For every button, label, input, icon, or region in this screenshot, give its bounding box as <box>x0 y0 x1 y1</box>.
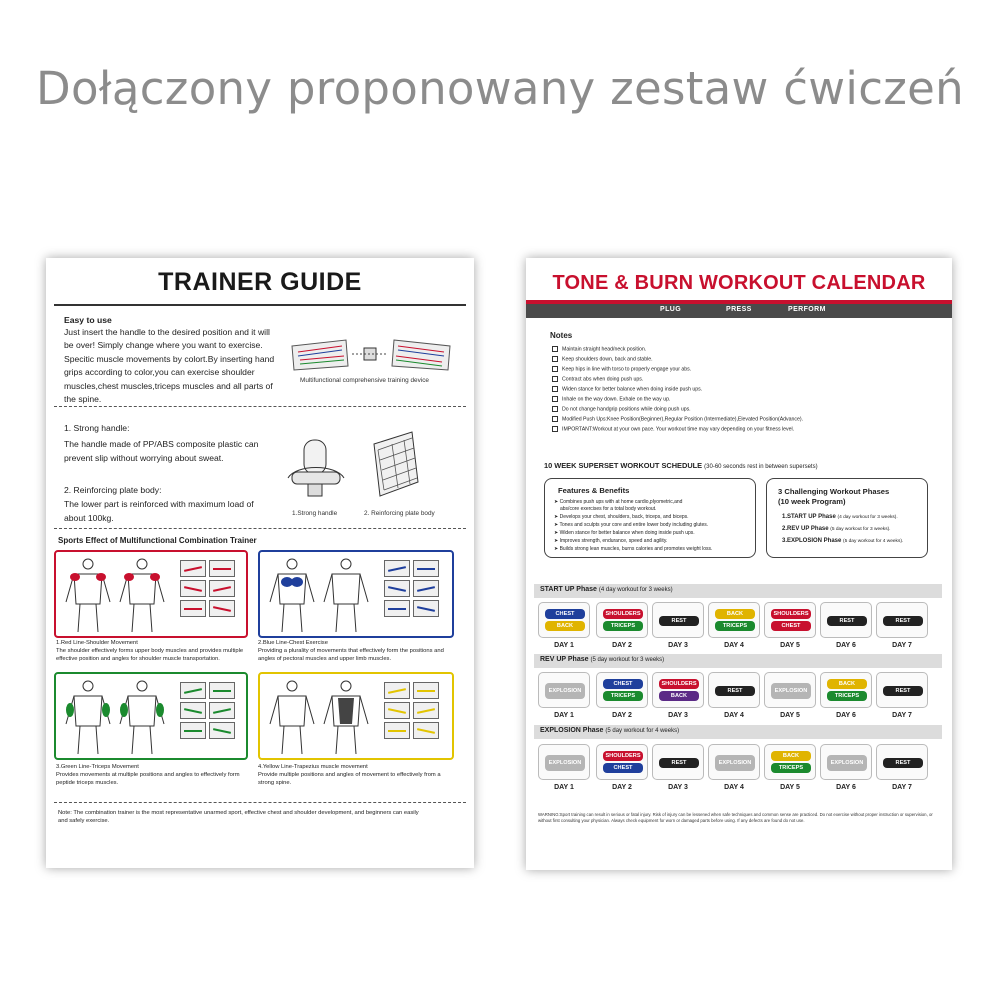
phase-label: EXPLOSION Phase (5 day workout for 4 weeks) <box>540 727 680 734</box>
schedule-subtitle: (30-60 seconds rest in between supersets) <box>704 464 818 470</box>
features-title: Features & Benefits <box>558 486 630 495</box>
day-card <box>538 744 590 780</box>
exercise-pill: REST <box>883 758 923 768</box>
phases-subtitle: (10 week Program) <box>778 497 846 506</box>
handle-line-mark <box>388 708 406 714</box>
day-label: DAY 3 <box>668 712 688 719</box>
checkbox-icon <box>552 396 558 402</box>
start-up-phase-bar <box>534 584 942 598</box>
day-card <box>764 602 816 638</box>
easy-to-use-title: Easy to use <box>64 315 112 325</box>
phase-label: START UP Phase (4 day workout for 3 weeks) <box>540 586 673 593</box>
exercise-pill: TRICEPS <box>771 763 811 773</box>
day-label: DAY 1 <box>554 784 574 791</box>
exercise-pill: REST <box>883 616 923 626</box>
day-card <box>876 602 928 638</box>
easy-line: be over! Simply change where you want to exercise. <box>64 340 263 351</box>
day-card <box>596 672 648 708</box>
trapezius-panel <box>258 672 454 760</box>
rev-up-phase-bar <box>534 654 942 668</box>
panel-line: Provides movements at multiple positions and angles to effectively form <box>56 772 240 778</box>
day-card <box>876 672 928 708</box>
day-label: DAY 4 <box>724 642 744 649</box>
feature-item: ➤ Combines push ups with at home cardio,plyometric,and <box>554 499 683 505</box>
exercise-pill: REST <box>883 686 923 696</box>
section-divider <box>54 802 466 803</box>
checkbox-icon <box>552 346 558 352</box>
plate-line: The lower part is reinforced with maximum load of <box>64 499 254 509</box>
panel-line: peptide triceps muscles. <box>56 780 119 786</box>
feature-item: ➤ Builds strong lean muscles, burns calories and promotes weight loss. <box>554 546 713 552</box>
workout-calendar-sheet <box>526 258 952 870</box>
motto-press: PRESS <box>726 306 752 313</box>
easy-line: the spine. <box>64 394 102 405</box>
exercise-pill: REST <box>715 686 755 696</box>
exercise-pill: BACK <box>827 679 867 689</box>
day-label: DAY 2 <box>612 784 632 791</box>
phase-label: REV UP Phase (5 day workout for 3 weeks) <box>540 656 665 663</box>
exercise-pill: EXPLOSION <box>771 683 811 699</box>
sports-effect-title: Sports Effect of Multifunctional Combination Trainer <box>58 536 257 545</box>
exercise-pill: BACK <box>659 691 699 701</box>
note-item: Widen stance for better balance when doing inside push ups. <box>552 386 702 392</box>
exercise-pill: SHOULDERS <box>659 679 699 689</box>
day-card <box>652 602 704 638</box>
phases-title: 3 Challenging Workout Phases <box>778 487 890 496</box>
handle-line-mark <box>184 566 202 572</box>
day-label: DAY 7 <box>892 712 912 719</box>
handle-line-mark <box>184 608 202 610</box>
plate-line: about 100kg. <box>64 513 114 523</box>
handle-line: The handle made of PP/ABS composite plastic can <box>64 439 259 449</box>
explosion-phase-bar <box>534 725 942 739</box>
section-divider <box>54 406 466 407</box>
handle-line-mark <box>388 586 406 592</box>
phase-item: 2.REV UP Phase (5 day workout for 3 weeks). <box>782 526 891 532</box>
shoulder-panel <box>54 550 248 638</box>
easy-line: Just insert the handle to the desired position and it will <box>64 327 270 337</box>
exercise-pill: BACK <box>545 621 585 631</box>
handle-line-mark <box>417 728 435 734</box>
exercise-pill: REST <box>659 758 699 768</box>
day-label: DAY 2 <box>612 642 632 649</box>
day-card <box>652 672 704 708</box>
day-card <box>820 602 872 638</box>
panel-line: Provide multiple positions and angles of movement to effectively from a <box>258 772 441 778</box>
handle-line-mark <box>388 730 406 732</box>
exercise-pill: EXPLOSION <box>545 683 585 699</box>
phase-item: 1.START UP Phase (4 day workout for 3 weeks). <box>782 514 898 520</box>
day-label: DAY 5 <box>780 642 800 649</box>
day-card <box>764 744 816 780</box>
handle-illustration <box>286 434 346 500</box>
easy-line: grips according to color,you can exercise shoulder <box>64 367 255 378</box>
day-label: DAY 4 <box>724 712 744 719</box>
exercise-pill: TRICEPS <box>603 691 643 701</box>
panel-title: 1.Red Line-Shoulder Movement <box>56 640 138 646</box>
day-label: DAY 5 <box>780 784 800 791</box>
exercise-pill: REST <box>659 616 699 626</box>
triceps-panel <box>54 672 248 760</box>
feature-item: ➤ Tones and sculpts your core and entire lower body including glutes. <box>554 522 709 528</box>
exercise-pill: EXPLOSION <box>715 755 755 771</box>
day-label: DAY 3 <box>668 784 688 791</box>
motto-perform: PERFORM <box>788 306 826 313</box>
day-label: DAY 1 <box>554 712 574 719</box>
exercise-pill: REST <box>827 616 867 626</box>
handle-line-mark <box>213 728 231 734</box>
panel-line: angles of pectoral muscles and upper limb muscles. <box>258 656 392 662</box>
phase-item: 3.EXPLOSION Phase (5 day workout for 4 weeks). <box>782 538 904 544</box>
easy-line: Specitic muscle movements by colort.By inserting hand <box>64 353 275 364</box>
note-item: Maintain straight head/neck position. <box>552 346 646 352</box>
note-item: Keep hips in line with torso to properly engage your abs. <box>552 366 691 372</box>
day-label: DAY 7 <box>892 642 912 649</box>
exercise-pill: TRICEPS <box>715 621 755 631</box>
exercise-pill: CHEST <box>603 679 643 689</box>
exercise-pill: EXPLOSION <box>827 755 867 771</box>
handle-line-mark <box>184 708 202 714</box>
note-item: Modified Push Ups:Knee Position(Beginner),Regular Position (Intermediate),Elevated Position(Advance). <box>552 416 803 422</box>
checkbox-icon <box>552 366 558 372</box>
day-card <box>876 744 928 780</box>
handle-position-grid <box>384 682 439 739</box>
feature-item: ➤ Widen stance for better balance when doing inside push ups. <box>554 530 695 536</box>
day-card <box>708 672 760 708</box>
panel-line: Providing a plurality of movements that effectively form the positions and <box>258 648 444 654</box>
note-item: Contract abs when doing push ups. <box>552 376 643 382</box>
calendar-title: TONE & BURN WORKOUT CALENDAR <box>552 272 926 294</box>
panel-title: 3.Green Line-Triceps Movement <box>56 764 139 770</box>
note-line: and safely exercise. <box>58 818 110 824</box>
trainer-guide-title: TRAINER GUIDE <box>158 268 362 296</box>
panel-line: strong spine. <box>258 780 292 786</box>
chest-panel <box>258 550 454 638</box>
exercise-pill: CHEST <box>771 621 811 631</box>
day-card <box>764 672 816 708</box>
checkbox-icon <box>552 406 558 412</box>
notes-title: Notes <box>550 331 573 340</box>
day-card <box>596 602 648 638</box>
exercise-pill: BACK <box>715 609 755 619</box>
day-card <box>538 602 590 638</box>
plate-illustration <box>368 430 424 500</box>
chest-figures <box>266 556 376 634</box>
day-label: DAY 2 <box>612 712 632 719</box>
day-card <box>538 672 590 708</box>
day-label: DAY 6 <box>836 784 856 791</box>
handle-position-grid <box>180 560 235 617</box>
handle-line-mark <box>388 608 406 610</box>
handle-line-mark <box>417 708 435 714</box>
trainer-guide-sheet <box>46 258 474 868</box>
handle-line-mark <box>417 586 435 592</box>
day-label: DAY 6 <box>836 712 856 719</box>
day-label: DAY 5 <box>780 712 800 719</box>
checkbox-icon <box>552 376 558 382</box>
handle-line-mark <box>213 568 231 570</box>
warning-text: WARNING:Sport training can result in serious or fatal injury. Risk of injury can be lessened when safe techniques and common sense are practiced. Do not exercise without proper instruction or supervision, or without first consulting your physician. Always check equipment for worn or damaged parts before using. If any defects are found do not use. <box>538 812 933 823</box>
trapezius-figures <box>266 678 376 756</box>
feature-item: abs/core exercises for a total body workout. <box>560 506 657 512</box>
motto-plug: PLUG <box>660 306 682 313</box>
note-item: Keep shoulders down, back and stable. <box>552 356 653 362</box>
day-card <box>820 672 872 708</box>
handle-line-mark <box>213 708 231 714</box>
handle-line-mark <box>417 606 435 612</box>
exercise-pill: TRICEPS <box>827 691 867 701</box>
schedule-title: 10 WEEK SUPERSET WORKOUT SCHEDULE (30-60 seconds rest in between supersets) <box>544 461 818 470</box>
panel-title: 4.Yellow Line-Trapezius muscle movement <box>258 764 368 770</box>
exercise-pill: CHEST <box>545 609 585 619</box>
feature-item: ➤ Improves strength, endurance, speed and agility. <box>554 538 668 544</box>
handle-line-mark <box>213 606 231 612</box>
plate-title: 2. Reinforcing plate body: <box>64 485 162 495</box>
checkbox-icon <box>552 416 558 422</box>
triceps-figures <box>62 678 172 756</box>
note-item: Inhale on the way down. Exhale on the way up. <box>552 396 670 402</box>
day-card <box>652 744 704 780</box>
handle-line-mark <box>184 688 202 694</box>
section-divider <box>54 528 466 529</box>
exercise-pill: SHOULDERS <box>771 609 811 619</box>
plate-caption: 2. Reinforcing plate body <box>364 510 435 517</box>
device-caption: Multifunctional comprehensive training device <box>300 377 429 384</box>
day-label: DAY 7 <box>892 784 912 791</box>
exercise-pill: BACK <box>771 751 811 761</box>
day-card <box>708 744 760 780</box>
handle-title: 1. Strong handle: <box>64 423 130 433</box>
exercise-pill: SHOULDERS <box>603 609 643 619</box>
day-card <box>708 602 760 638</box>
panel-line: effective position and angles for shoulder muscle transportation. <box>56 656 220 662</box>
panel-line: The shoulder effectively forms upper body muscles and provides multiple <box>56 648 244 654</box>
checkbox-icon <box>552 386 558 392</box>
handle-line: prevent slip without worrying about sweat. <box>64 453 224 463</box>
handle-line-mark <box>417 568 435 570</box>
note-item: Do not change handgrip positions while doing push ups. <box>552 406 691 412</box>
easy-line: muscles,chest muscles,triceps muscles and all parts of <box>64 380 273 391</box>
handle-line-mark <box>213 690 231 692</box>
day-label: DAY 1 <box>554 642 574 649</box>
handle-line-mark <box>388 688 406 694</box>
handle-line-mark <box>184 586 202 592</box>
handle-position-grid <box>384 560 439 617</box>
easy-to-use-text <box>64 326 294 406</box>
handle-line-mark <box>417 690 435 692</box>
training-device-illustration <box>286 336 456 372</box>
title-rule <box>54 304 466 306</box>
handle-line-mark <box>213 586 231 592</box>
day-card <box>820 744 872 780</box>
handle-caption: 1.Strong handle <box>292 510 338 517</box>
page-heading: Dołączony proponowany zestaw ćwiczeń <box>36 62 964 115</box>
handle-line-mark <box>388 566 406 572</box>
shoulder-figures <box>62 556 172 634</box>
day-label: DAY 6 <box>836 642 856 649</box>
note-line: Note: The combination trainer is the most representative unarmed sport, effective chest and shoulder development, and beginners can easily <box>58 810 419 816</box>
handle-line-mark <box>184 730 202 732</box>
panel-title: 2.Blue Line-Chest Exercise <box>258 640 328 646</box>
day-label: DAY 3 <box>668 642 688 649</box>
handle-position-grid <box>180 682 235 739</box>
feature-item: ➤ Develops your chest, shoulders, back, triceps, and biceps. <box>554 514 689 520</box>
exercise-pill: SHOULDERS <box>603 751 643 761</box>
exercise-pill: EXPLOSION <box>545 755 585 771</box>
exercise-pill: TRICEPS <box>603 621 643 631</box>
day-label: DAY 4 <box>724 784 744 791</box>
checkbox-icon <box>552 356 558 362</box>
note-item: IMPORTANT:Workout at your own pace. Your workout time may vary depending on your fitness level. <box>552 426 794 432</box>
exercise-pill: CHEST <box>603 763 643 773</box>
day-card <box>596 744 648 780</box>
checkbox-icon <box>552 426 558 432</box>
